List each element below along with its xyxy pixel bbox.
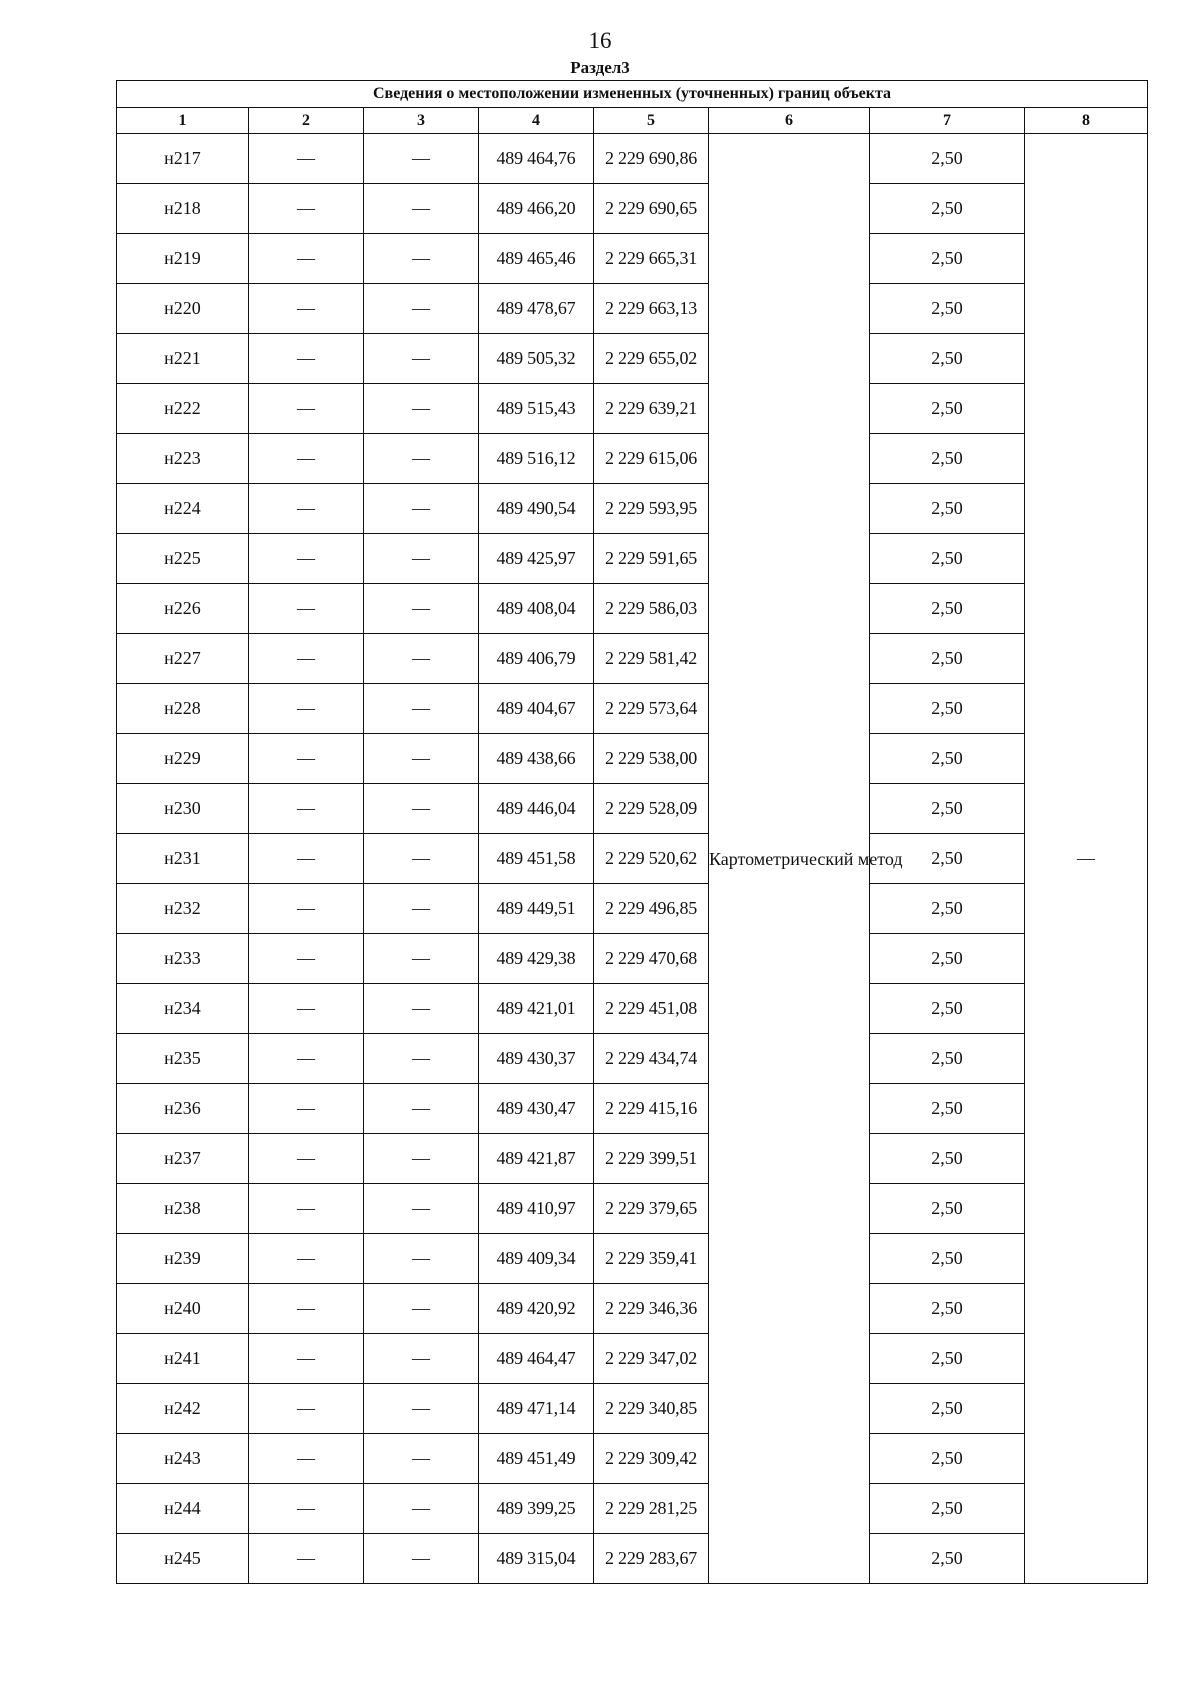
column-3-cell: — (364, 1234, 479, 1284)
column-2-cell: — (249, 984, 364, 1034)
method-cell: Картометрический метод (709, 134, 870, 1584)
accuracy-cell: 2,50 (870, 1484, 1025, 1534)
table-row (117, 1384, 1148, 1434)
x-coordinate-cell: 489 465,46 (479, 234, 594, 284)
point-cell: н242 (117, 1384, 249, 1434)
column-3-cell: — (364, 284, 479, 334)
x-coordinate-cell: 489 490,54 (479, 484, 594, 534)
table-body (117, 134, 1148, 1584)
column-2-cell: — (249, 784, 364, 834)
point-cell: н217 (117, 134, 249, 184)
x-coordinate-cell: 489 425,97 (479, 534, 594, 584)
x-coordinate-cell: 489 451,58 (479, 834, 594, 884)
accuracy-cell: 2,50 (870, 1084, 1025, 1134)
x-coordinate-cell: 489 464,47 (479, 1334, 594, 1384)
y-coordinate-cell: 2 229 281,25 (594, 1484, 709, 1534)
table-row (117, 1034, 1148, 1084)
x-coordinate-cell: 489 420,92 (479, 1284, 594, 1334)
column-2-cell: — (249, 1084, 364, 1134)
column-header-row (117, 108, 1148, 134)
point-cell: н226 (117, 584, 249, 634)
table-row (117, 884, 1148, 934)
accuracy-cell: 2,50 (870, 834, 1025, 884)
column-3-cell: — (364, 1334, 479, 1384)
table-row (117, 834, 1148, 884)
y-coordinate-cell: 2 229 415,16 (594, 1084, 709, 1134)
column-2-cell: — (249, 384, 364, 434)
y-coordinate-cell: 2 229 586,03 (594, 584, 709, 634)
column-3-cell: — (364, 834, 479, 884)
x-coordinate-cell: 489 410,97 (479, 1184, 594, 1234)
y-coordinate-cell: 2 229 538,00 (594, 734, 709, 784)
column-2-cell: — (249, 284, 364, 334)
point-cell: н218 (117, 184, 249, 234)
column-2-cell: — (249, 684, 364, 734)
column-2-cell: — (249, 734, 364, 784)
y-coordinate-cell: 2 229 615,06 (594, 434, 709, 484)
accuracy-cell: 2,50 (870, 234, 1025, 284)
y-coordinate-cell: 2 229 379,65 (594, 1184, 709, 1234)
column-header-4: 4 (479, 108, 594, 134)
y-coordinate-cell: 2 229 690,86 (594, 134, 709, 184)
column-3-cell: — (364, 534, 479, 584)
accuracy-cell: 2,50 (870, 1384, 1025, 1434)
y-coordinate-cell: 2 229 346,36 (594, 1284, 709, 1334)
x-coordinate-cell: 489 399,25 (479, 1484, 594, 1534)
column-2-cell: — (249, 1284, 364, 1334)
accuracy-cell: 2,50 (870, 1234, 1025, 1284)
accuracy-cell: 2,50 (870, 1434, 1025, 1484)
column-3-cell: — (364, 734, 479, 784)
column-3-cell: — (364, 134, 479, 184)
column-2-cell: — (249, 184, 364, 234)
table-row (117, 334, 1148, 384)
point-cell: н222 (117, 384, 249, 434)
x-coordinate-cell: 489 515,43 (479, 384, 594, 434)
column-2-cell: — (249, 534, 364, 584)
point-cell: н238 (117, 1184, 249, 1234)
column-header-3: 3 (364, 108, 479, 134)
table-row (117, 584, 1148, 634)
accuracy-cell: 2,50 (870, 584, 1025, 634)
y-coordinate-cell: 2 229 451,08 (594, 984, 709, 1034)
table-row (117, 984, 1148, 1034)
point-cell: н240 (117, 1284, 249, 1334)
table-title: Сведения о местоположении измененных (уточненных) границ объекта (117, 81, 1148, 108)
column-2-cell: — (249, 1384, 364, 1434)
column-2-cell: — (249, 584, 364, 634)
y-coordinate-cell: 2 229 520,62 (594, 834, 709, 884)
accuracy-cell: 2,50 (870, 1034, 1025, 1084)
point-cell: н220 (117, 284, 249, 334)
table-row (117, 1234, 1148, 1284)
column-2-cell: — (249, 134, 364, 184)
column-3-cell: — (364, 984, 479, 1034)
column-header-8: 8 (1025, 108, 1148, 134)
column-3-cell: — (364, 334, 479, 384)
accuracy-cell: 2,50 (870, 484, 1025, 534)
y-coordinate-cell: 2 229 639,21 (594, 384, 709, 434)
column-3-cell: — (364, 184, 479, 234)
column-2-cell: — (249, 1434, 364, 1484)
column-3-cell: — (364, 934, 479, 984)
accuracy-cell: 2,50 (870, 334, 1025, 384)
accuracy-cell: 2,50 (870, 1284, 1025, 1334)
coordinates-table (116, 80, 1148, 1584)
y-coordinate-cell: 2 229 690,65 (594, 184, 709, 234)
x-coordinate-cell: 489 406,79 (479, 634, 594, 684)
section-label: Раздел3 (570, 58, 630, 77)
y-coordinate-cell: 2 229 434,74 (594, 1034, 709, 1084)
point-cell: н245 (117, 1534, 249, 1584)
table-row (117, 1084, 1148, 1134)
column-2-cell: — (249, 1034, 364, 1084)
accuracy-cell: 2,50 (870, 884, 1025, 934)
column-3-cell: — (364, 1034, 479, 1084)
column-2-cell: — (249, 1484, 364, 1534)
table-row (117, 1534, 1148, 1584)
column-3-cell: — (364, 484, 479, 534)
table-row (117, 134, 1148, 184)
y-coordinate-cell: 2 229 340,85 (594, 1384, 709, 1434)
column-2-cell: — (249, 884, 364, 934)
table-row (117, 384, 1148, 434)
x-coordinate-cell: 489 315,04 (479, 1534, 594, 1584)
x-coordinate-cell: 489 464,76 (479, 134, 594, 184)
x-coordinate-cell: 489 505,32 (479, 334, 594, 384)
column-3-cell: — (364, 1484, 479, 1534)
column-2-cell: — (249, 634, 364, 684)
column-3-cell: — (364, 234, 479, 284)
table-row (117, 734, 1148, 784)
table-row (117, 1284, 1148, 1334)
accuracy-cell: 2,50 (870, 534, 1025, 584)
accuracy-cell: 2,50 (870, 784, 1025, 834)
accuracy-cell: 2,50 (870, 284, 1025, 334)
accuracy-cell: 2,50 (870, 1534, 1025, 1584)
accuracy-cell: 2,50 (870, 434, 1025, 484)
column-2-cell: — (249, 484, 364, 534)
column-8-cell: — (1025, 134, 1148, 1584)
page-number: 16 (588, 28, 612, 53)
accuracy-cell: 2,50 (870, 1134, 1025, 1184)
column-header-5: 5 (594, 108, 709, 134)
y-coordinate-cell: 2 229 359,41 (594, 1234, 709, 1284)
point-cell: н239 (117, 1234, 249, 1284)
y-coordinate-cell: 2 229 573,64 (594, 684, 709, 734)
x-coordinate-cell: 489 478,67 (479, 284, 594, 334)
x-coordinate-cell: 489 438,66 (479, 734, 594, 784)
point-cell: н243 (117, 1434, 249, 1484)
accuracy-cell: 2,50 (870, 134, 1025, 184)
table-row (117, 484, 1148, 534)
x-coordinate-cell: 489 449,51 (479, 884, 594, 934)
column-2-cell: — (249, 1534, 364, 1584)
column-2-cell: — (249, 834, 364, 884)
column-2-cell: — (249, 1334, 364, 1384)
y-coordinate-cell: 2 229 655,02 (594, 334, 709, 384)
table-row (117, 1334, 1148, 1384)
column-3-cell: — (364, 1434, 479, 1484)
point-cell: н236 (117, 1084, 249, 1134)
column-3-cell: — (364, 684, 479, 734)
accuracy-cell: 2,50 (870, 1334, 1025, 1384)
y-coordinate-cell: 2 229 581,42 (594, 634, 709, 684)
point-cell: н235 (117, 1034, 249, 1084)
x-coordinate-cell: 489 446,04 (479, 784, 594, 834)
table-row (117, 784, 1148, 834)
point-cell: н244 (117, 1484, 249, 1534)
column-header-1: 1 (117, 108, 249, 134)
column-3-cell: — (364, 434, 479, 484)
column-2-cell: — (249, 434, 364, 484)
point-cell: н229 (117, 734, 249, 784)
x-coordinate-cell: 489 471,14 (479, 1384, 594, 1434)
y-coordinate-cell: 2 229 309,42 (594, 1434, 709, 1484)
table-row (117, 934, 1148, 984)
y-coordinate-cell: 2 229 663,13 (594, 284, 709, 334)
table-row (117, 534, 1148, 584)
table-row (117, 1434, 1148, 1484)
x-coordinate-cell: 489 429,38 (479, 934, 594, 984)
x-coordinate-cell: 489 430,37 (479, 1034, 594, 1084)
column-2-cell: — (249, 1134, 364, 1184)
y-coordinate-cell: 2 229 496,85 (594, 884, 709, 934)
y-coordinate-cell: 2 229 593,95 (594, 484, 709, 534)
column-3-cell: — (364, 1084, 479, 1134)
point-cell: н237 (117, 1134, 249, 1184)
x-coordinate-cell: 489 421,01 (479, 984, 594, 1034)
x-coordinate-cell: 489 409,34 (479, 1234, 594, 1284)
column-2-cell: — (249, 234, 364, 284)
point-cell: н228 (117, 684, 249, 734)
accuracy-cell: 2,50 (870, 984, 1025, 1034)
x-coordinate-cell: 489 451,49 (479, 1434, 594, 1484)
y-coordinate-cell: 2 229 283,67 (594, 1534, 709, 1584)
point-cell: н219 (117, 234, 249, 284)
x-coordinate-cell: 489 421,87 (479, 1134, 594, 1184)
point-cell: н233 (117, 934, 249, 984)
column-header-2: 2 (249, 108, 364, 134)
point-cell: н241 (117, 1334, 249, 1384)
accuracy-cell: 2,50 (870, 734, 1025, 784)
column-3-cell: — (364, 884, 479, 934)
column-3-cell: — (364, 384, 479, 434)
column-3-cell: — (364, 584, 479, 634)
point-cell: н221 (117, 334, 249, 384)
table-row (117, 184, 1148, 234)
table-row (117, 1184, 1148, 1234)
y-coordinate-cell: 2 229 347,02 (594, 1334, 709, 1384)
x-coordinate-cell: 489 404,67 (479, 684, 594, 734)
table-row (117, 284, 1148, 334)
column-2-cell: — (249, 1234, 364, 1284)
point-cell: н234 (117, 984, 249, 1034)
column-3-cell: — (364, 1284, 479, 1334)
y-coordinate-cell: 2 229 591,65 (594, 534, 709, 584)
point-cell: н223 (117, 434, 249, 484)
point-cell: н230 (117, 784, 249, 834)
column-3-cell: — (364, 1134, 479, 1184)
column-2-cell: — (249, 334, 364, 384)
x-coordinate-cell: 489 466,20 (479, 184, 594, 234)
x-coordinate-cell: 489 430,47 (479, 1084, 594, 1134)
column-3-cell: — (364, 784, 479, 834)
accuracy-cell: 2,50 (870, 184, 1025, 234)
table-row (117, 234, 1148, 284)
x-coordinate-cell: 489 516,12 (479, 434, 594, 484)
point-cell: н227 (117, 634, 249, 684)
y-coordinate-cell: 2 229 528,09 (594, 784, 709, 834)
x-coordinate-cell: 489 408,04 (479, 584, 594, 634)
accuracy-cell: 2,50 (870, 634, 1025, 684)
point-cell: н232 (117, 884, 249, 934)
table-row (117, 1484, 1148, 1534)
y-coordinate-cell: 2 229 399,51 (594, 1134, 709, 1184)
column-3-cell: — (364, 634, 479, 684)
column-header-7: 7 (870, 108, 1025, 134)
point-cell: н225 (117, 534, 249, 584)
accuracy-cell: 2,50 (870, 934, 1025, 984)
y-coordinate-cell: 2 229 665,31 (594, 234, 709, 284)
column-3-cell: — (364, 1384, 479, 1434)
column-3-cell: — (364, 1534, 479, 1584)
column-header-6: 6 (709, 108, 870, 134)
table-row (117, 634, 1148, 684)
accuracy-cell: 2,50 (870, 1184, 1025, 1234)
accuracy-cell: 2,50 (870, 384, 1025, 434)
point-cell: н224 (117, 484, 249, 534)
accuracy-cell: 2,50 (870, 684, 1025, 734)
y-coordinate-cell: 2 229 470,68 (594, 934, 709, 984)
table-row (117, 1134, 1148, 1184)
column-3-cell: — (364, 1184, 479, 1234)
column-2-cell: — (249, 1184, 364, 1234)
table-row (117, 684, 1148, 734)
column-2-cell: — (249, 934, 364, 984)
table-row (117, 434, 1148, 484)
point-cell: н231 (117, 834, 249, 884)
